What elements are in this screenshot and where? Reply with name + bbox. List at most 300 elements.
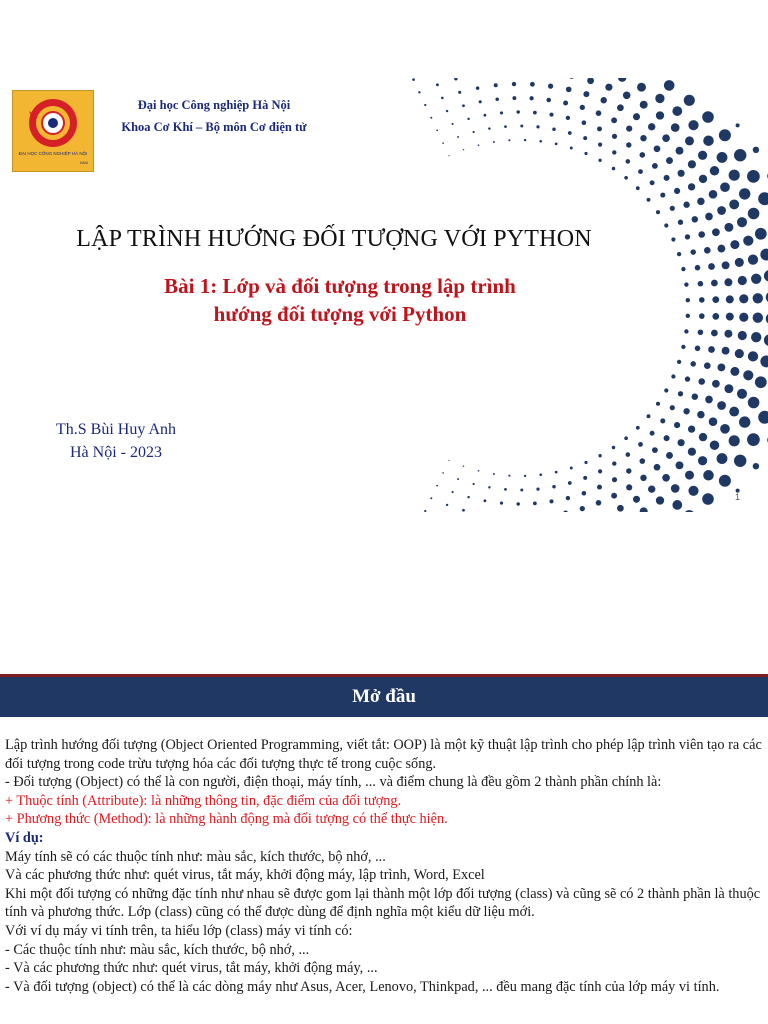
decor-dot — [539, 473, 542, 476]
decor-dot — [764, 270, 768, 282]
decor-dot — [473, 483, 475, 485]
section-title: Mở đầu — [352, 686, 416, 707]
decor-dot — [582, 491, 587, 496]
decor-dot — [648, 486, 655, 493]
decor-dot — [685, 471, 694, 480]
decor-dot — [612, 461, 616, 465]
decor-dot — [656, 496, 664, 504]
decor-dot — [676, 147, 684, 155]
decor-dot — [755, 376, 767, 388]
decor-dot — [722, 261, 730, 269]
decor-dot — [549, 499, 553, 503]
decor-dot — [633, 113, 640, 120]
decor-dot — [764, 334, 768, 346]
decor-dot — [710, 166, 720, 176]
decor-dot — [478, 470, 480, 472]
decor-dot — [638, 169, 643, 174]
decor-dot — [683, 202, 689, 208]
decor-dot — [583, 476, 587, 480]
decor-dot — [452, 123, 454, 125]
decor-dot — [570, 147, 573, 150]
decor-dot — [462, 104, 465, 107]
decor-dot — [467, 496, 469, 498]
decor-dot — [698, 330, 704, 336]
decor-dot — [552, 485, 555, 488]
page-number: 1 — [735, 492, 741, 502]
decor-dot — [743, 236, 753, 246]
decor-dot — [717, 363, 725, 371]
decor-dot — [530, 82, 535, 87]
decor-dot — [598, 159, 601, 162]
logo-tag: HAUI — [79, 161, 89, 165]
decor-dot — [720, 424, 730, 434]
decor-dot — [524, 139, 526, 141]
decor-dot — [654, 464, 661, 471]
decor-dot — [664, 388, 668, 392]
decor-dot — [684, 95, 695, 106]
decor-dot — [735, 349, 744, 358]
decor-dot — [495, 97, 499, 101]
decor-dot — [712, 228, 720, 236]
decor-dot — [516, 502, 519, 505]
decor-dot — [463, 149, 464, 150]
decor-dot — [688, 486, 698, 496]
decor-dot — [739, 416, 750, 427]
decor-dot — [724, 330, 732, 338]
decor-dot — [758, 192, 768, 205]
decor-dot — [563, 101, 568, 106]
list-item-methods: - Và các phương thức như: quét virus, tắt máy, khởi động máy, ... — [5, 960, 378, 977]
decor-dot — [670, 405, 675, 410]
decor-dot — [729, 407, 739, 417]
decor-dot — [596, 500, 602, 506]
decor-dot — [676, 461, 684, 469]
decor-dot — [636, 186, 640, 190]
decor-dot — [458, 91, 461, 94]
decor-dot — [656, 210, 660, 214]
decor-dot — [633, 496, 640, 503]
paragraph-object-intro: - Đối tượng (Object) có thể là con người, điện thoại, máy tính, ... và điểm chung là đều gồm 2 thành phần chính là: — [5, 774, 662, 791]
decor-dot — [685, 136, 694, 145]
decor-dot — [695, 346, 701, 352]
decor-dot — [552, 127, 555, 130]
decor-dot — [418, 91, 420, 93]
decor-dot — [463, 465, 464, 466]
decor-dot — [737, 389, 747, 399]
decor-dot — [717, 206, 726, 215]
decor-dot — [638, 442, 643, 447]
decor-dot — [724, 278, 732, 286]
decor-dot — [697, 198, 704, 205]
decor-dot — [612, 134, 617, 139]
decor-dot — [747, 433, 760, 446]
decor-dot — [650, 431, 655, 436]
decor-dot — [555, 143, 558, 146]
decor-dot — [626, 468, 631, 473]
decor-dot — [748, 254, 758, 264]
decor-dot — [664, 175, 670, 181]
decor-dot — [671, 374, 675, 378]
example-attributes: Máy tính sẽ có các thuộc tính như: màu sắc, kích thước, bộ nhớ, ... — [5, 848, 386, 865]
author-name: Th.S Bùi Huy Anh — [55, 421, 176, 438]
decor-dot — [524, 475, 526, 477]
decor-dot — [734, 455, 746, 467]
paragraph-oop-definition: Lập trình hướng đối tượng (Object Oriented Programming, viết tắt: OOP) là một kỹ thuật lập trình cho phép lập trình viên tạo ra các đối tượng trong code trừu tượng hóa các đối tượng thực tế trong cuộc sống. — [5, 737, 762, 772]
decor-dot — [674, 188, 680, 194]
author-block — [30, 418, 202, 464]
decor-dot — [684, 510, 695, 512]
decor-dot — [724, 223, 733, 232]
decor-dot — [493, 141, 495, 143]
decor-dot — [467, 118, 469, 120]
decor-dot — [739, 188, 750, 199]
decor-dot — [611, 493, 617, 499]
decor-dot — [747, 170, 760, 183]
decor-dot — [690, 361, 695, 366]
decor-dot — [448, 460, 449, 461]
decor-dot — [611, 117, 617, 123]
decor-dot — [484, 499, 487, 502]
decor-dot — [617, 104, 624, 111]
example-label: Ví dụ: — [5, 829, 44, 846]
decor-dot — [711, 280, 718, 287]
decor-dot — [640, 101, 648, 109]
decor-dot — [637, 83, 646, 92]
decor-dot — [685, 234, 690, 239]
decor-dot — [512, 96, 516, 100]
decor-dot — [699, 313, 705, 319]
decor-dot — [597, 126, 602, 131]
list-item-objects: - Và đối tượng (object) có thể là các dòng máy như Asus, Acer, Lenovo, Thinkpad, ... đều mang đặc tính của lớp máy vi tính. — [5, 978, 720, 995]
decor-dot — [719, 475, 731, 487]
decor-dot — [664, 80, 675, 91]
decor-dot — [570, 467, 573, 470]
decor-dot — [666, 157, 673, 164]
decor-dot — [712, 313, 719, 320]
decor-dot — [686, 298, 690, 302]
decor-dot — [720, 182, 730, 192]
decor-dot — [488, 486, 490, 488]
decor-dot — [692, 393, 698, 399]
decor-dot — [688, 160, 696, 168]
decor-dot — [678, 391, 683, 396]
university-header — [104, 94, 324, 138]
decor-dot — [618, 78, 626, 82]
decor-dot — [705, 396, 713, 404]
decor-dot — [650, 180, 655, 185]
decor-dot — [670, 206, 675, 211]
decor-dot — [654, 145, 661, 152]
decor-dot — [678, 220, 683, 225]
decor-dot — [582, 120, 587, 125]
decor-dot — [739, 313, 748, 322]
decor-dot — [473, 131, 475, 133]
decor-dot — [626, 142, 631, 147]
decor-dot — [584, 461, 587, 464]
decor-dot — [751, 274, 761, 284]
decor-dot — [748, 351, 758, 361]
decor-dot — [612, 167, 616, 171]
decor-dot — [753, 313, 763, 323]
decor-dot — [698, 378, 705, 385]
logo-emblem-icon — [13, 91, 93, 171]
decor-dot — [605, 84, 612, 91]
decor-dot — [546, 98, 551, 103]
decor-dot — [504, 125, 507, 128]
decor-dot — [457, 478, 459, 480]
decor-dot — [566, 116, 570, 120]
decor-dot — [737, 217, 747, 227]
decor-dot — [457, 136, 459, 138]
decor-dot — [678, 439, 685, 446]
decor-dot — [683, 408, 689, 414]
decor-dot — [476, 86, 480, 90]
decor-dot — [681, 345, 685, 349]
decor-dot — [508, 475, 510, 477]
decor-dot — [639, 458, 645, 464]
lesson-title — [30, 272, 650, 328]
decor-dot — [626, 452, 631, 457]
decor-dot — [430, 117, 432, 119]
decor-dot — [462, 509, 465, 512]
decor-dot — [640, 135, 646, 141]
decor-dot — [662, 134, 670, 142]
decor-dot — [698, 151, 707, 160]
decor-dot — [612, 477, 617, 482]
decor-dot — [478, 144, 480, 146]
decor-dot — [690, 249, 695, 254]
paragraph-class-definition: Khi một đối tượng có những đặc tính như nhau sẽ được gom lại thành một lớp đối tượng (class) và cũng sẽ có 2 thành phần là thuộc tính và phương thức. Lớp (class) cũng có thể được dùng để định nghĩa một kiểu dữ liệu mới. — [5, 885, 761, 921]
decor-dot — [724, 384, 733, 393]
decor-dot — [652, 447, 658, 453]
decor-dot — [648, 123, 655, 130]
decor-dot — [753, 293, 763, 303]
decor-dot — [688, 120, 698, 130]
decor-dot — [568, 481, 572, 485]
decor-dot — [672, 106, 682, 116]
decor-dot — [677, 252, 681, 256]
decor-dot — [640, 475, 646, 481]
decor-dot — [652, 163, 658, 169]
decor-dot — [735, 258, 744, 267]
decor-dot — [598, 143, 602, 147]
decor-dot — [452, 491, 454, 493]
decor-dot — [699, 433, 707, 441]
decor-dot — [623, 92, 631, 100]
decor-dot — [612, 150, 616, 154]
department-name: Khoa Cơ Khí – Bộ môn Cơ điện tử — [121, 120, 307, 134]
decor-dot — [703, 135, 714, 146]
decor-dot — [684, 329, 688, 333]
decor-dot — [748, 208, 760, 220]
decor-dot — [612, 446, 616, 450]
decor-dot — [568, 131, 572, 135]
bullet-attribute: + Thuộc tính (Attribute): là những thông tin, đặc điểm của đối tượng. — [5, 792, 402, 809]
decor-dot — [569, 78, 575, 79]
intro-text — [5, 736, 765, 996]
decor-dot — [529, 96, 533, 100]
decor-dot — [671, 484, 680, 493]
decor-dot — [712, 296, 719, 303]
decor-dot — [726, 295, 734, 303]
lesson-title-line-2: hướng đối tượng với Python — [213, 302, 467, 326]
decor-dot — [729, 170, 740, 181]
decor-dot — [566, 496, 570, 500]
decor-dot — [743, 370, 753, 380]
decor-dot — [598, 469, 602, 473]
decor-dot — [441, 97, 444, 100]
decor-dot — [698, 456, 707, 465]
decor-dot — [702, 493, 714, 505]
decor-dot — [655, 94, 664, 103]
decor-dot — [636, 426, 640, 430]
decor-dot — [639, 152, 645, 158]
university-name: Đại học Công nghiệp Hà Nội — [137, 98, 291, 112]
decor-dot — [717, 401, 726, 410]
decor-dot — [702, 111, 714, 123]
decor-dot — [626, 126, 632, 132]
decor-dot — [454, 78, 457, 81]
decor-dot — [729, 435, 740, 446]
decor-dot — [671, 123, 680, 132]
decor-dot — [539, 140, 542, 143]
decor-dot — [730, 367, 739, 376]
decor-dot — [705, 213, 713, 221]
decor-dot — [583, 91, 589, 97]
decor-dot — [688, 183, 695, 190]
list-item-attributes: - Các thuộc tính như: màu sắc, kích thước, bộ nhớ, ... — [5, 941, 310, 958]
decor-dot — [672, 500, 682, 510]
decor-dot — [626, 159, 631, 164]
decor-dot — [703, 470, 714, 481]
decor-dot — [710, 440, 720, 450]
decor-dot — [520, 489, 523, 492]
bullet-method: + Phương thức (Method): là những hành động mà đối tượng có thể thực hiện. — [5, 811, 448, 828]
course-title: LẬP TRÌNH HƯỚNG ĐỐI TƯỢNG VỚI PYTHON — [76, 226, 592, 252]
decor-dot — [596, 110, 602, 116]
decor-dot — [536, 125, 539, 128]
decor-dot — [678, 170, 685, 177]
decor-dot — [739, 294, 748, 303]
decor-dot — [442, 472, 444, 474]
decor-dot — [717, 245, 725, 253]
decor-dot — [758, 411, 768, 424]
title-slide — [0, 78, 768, 512]
section-header-band — [0, 674, 768, 717]
decor-dot — [712, 380, 720, 388]
decor-dot — [446, 504, 448, 506]
decor-dot — [584, 152, 587, 155]
decor-dot — [709, 417, 718, 426]
decor-dot — [626, 484, 632, 490]
decor-dot — [698, 281, 704, 287]
decor-dot — [722, 347, 730, 355]
decor-dot — [597, 485, 602, 490]
decor-dot — [695, 265, 701, 271]
decor-dot — [548, 83, 553, 88]
decor-dot — [494, 83, 498, 87]
decor-dot — [566, 87, 572, 93]
decor-dot — [671, 237, 675, 241]
decor-dot — [681, 267, 685, 271]
decor-dot — [760, 249, 768, 261]
decor-dot — [424, 510, 426, 512]
decor-dot — [730, 240, 739, 249]
decor-dot — [677, 360, 681, 364]
decor-dot — [686, 314, 690, 318]
decor-dot — [736, 123, 740, 127]
decor-dot — [666, 452, 673, 459]
decor-dot — [738, 331, 747, 340]
decor-dot — [660, 418, 665, 423]
decor-dot — [709, 190, 718, 199]
decor-dot — [500, 111, 503, 114]
decor-dot — [488, 127, 490, 129]
decor-dot — [520, 125, 523, 128]
decor-dot — [708, 263, 715, 270]
decor-dot — [436, 485, 438, 487]
place-year: Hà Nội - 2023 — [70, 444, 162, 461]
decor-dot — [753, 147, 759, 153]
decor-dot — [674, 422, 680, 428]
decor-dot — [699, 175, 707, 183]
decor-dot — [704, 362, 711, 369]
decor-dot — [751, 332, 761, 342]
logo-text: ĐẠI HỌC CÔNG NGHIỆP HÀ NỘI — [18, 151, 88, 156]
decor-dot — [664, 435, 670, 441]
decor-dot — [601, 97, 607, 103]
decor-dot — [442, 142, 444, 144]
decor-dot — [717, 453, 728, 464]
decor-dot — [688, 448, 696, 456]
decor-dot — [493, 473, 495, 475]
decor-dot — [656, 402, 660, 406]
decor-dot — [734, 149, 746, 161]
decor-dot — [647, 198, 651, 202]
decor-dot — [617, 505, 624, 512]
decor-dot — [699, 297, 705, 303]
decor-dot — [446, 110, 448, 112]
decor-dot — [484, 114, 487, 117]
decor-dot — [760, 355, 768, 367]
decor-dot — [412, 78, 415, 81]
decor-dot — [448, 155, 449, 156]
decor-dot — [656, 111, 664, 119]
decor-dot — [436, 130, 438, 132]
paragraph-class-example: Với ví dụ máy vi tính trên, ta hiểu lớp (class) máy vi tính có: — [5, 922, 353, 939]
decor-dot — [624, 176, 628, 180]
decor-dot — [533, 111, 537, 115]
university-logo — [12, 90, 94, 172]
decor-dot — [424, 104, 426, 106]
decor-dot — [647, 414, 651, 418]
decor-dot — [698, 231, 705, 238]
decor-dot — [549, 113, 553, 117]
decor-dot — [624, 436, 628, 440]
decor-dot — [508, 139, 510, 141]
decor-dot — [755, 228, 767, 240]
decor-dot — [479, 100, 482, 103]
decor-dot — [692, 216, 698, 222]
decor-dot — [684, 282, 688, 286]
decor-dot — [753, 463, 759, 469]
decor-dot — [563, 511, 568, 512]
decor-dot — [555, 471, 558, 474]
decor-dot — [598, 454, 601, 457]
decor-dot — [587, 78, 594, 84]
decor-dot — [504, 488, 507, 491]
decor-dot — [536, 487, 539, 490]
